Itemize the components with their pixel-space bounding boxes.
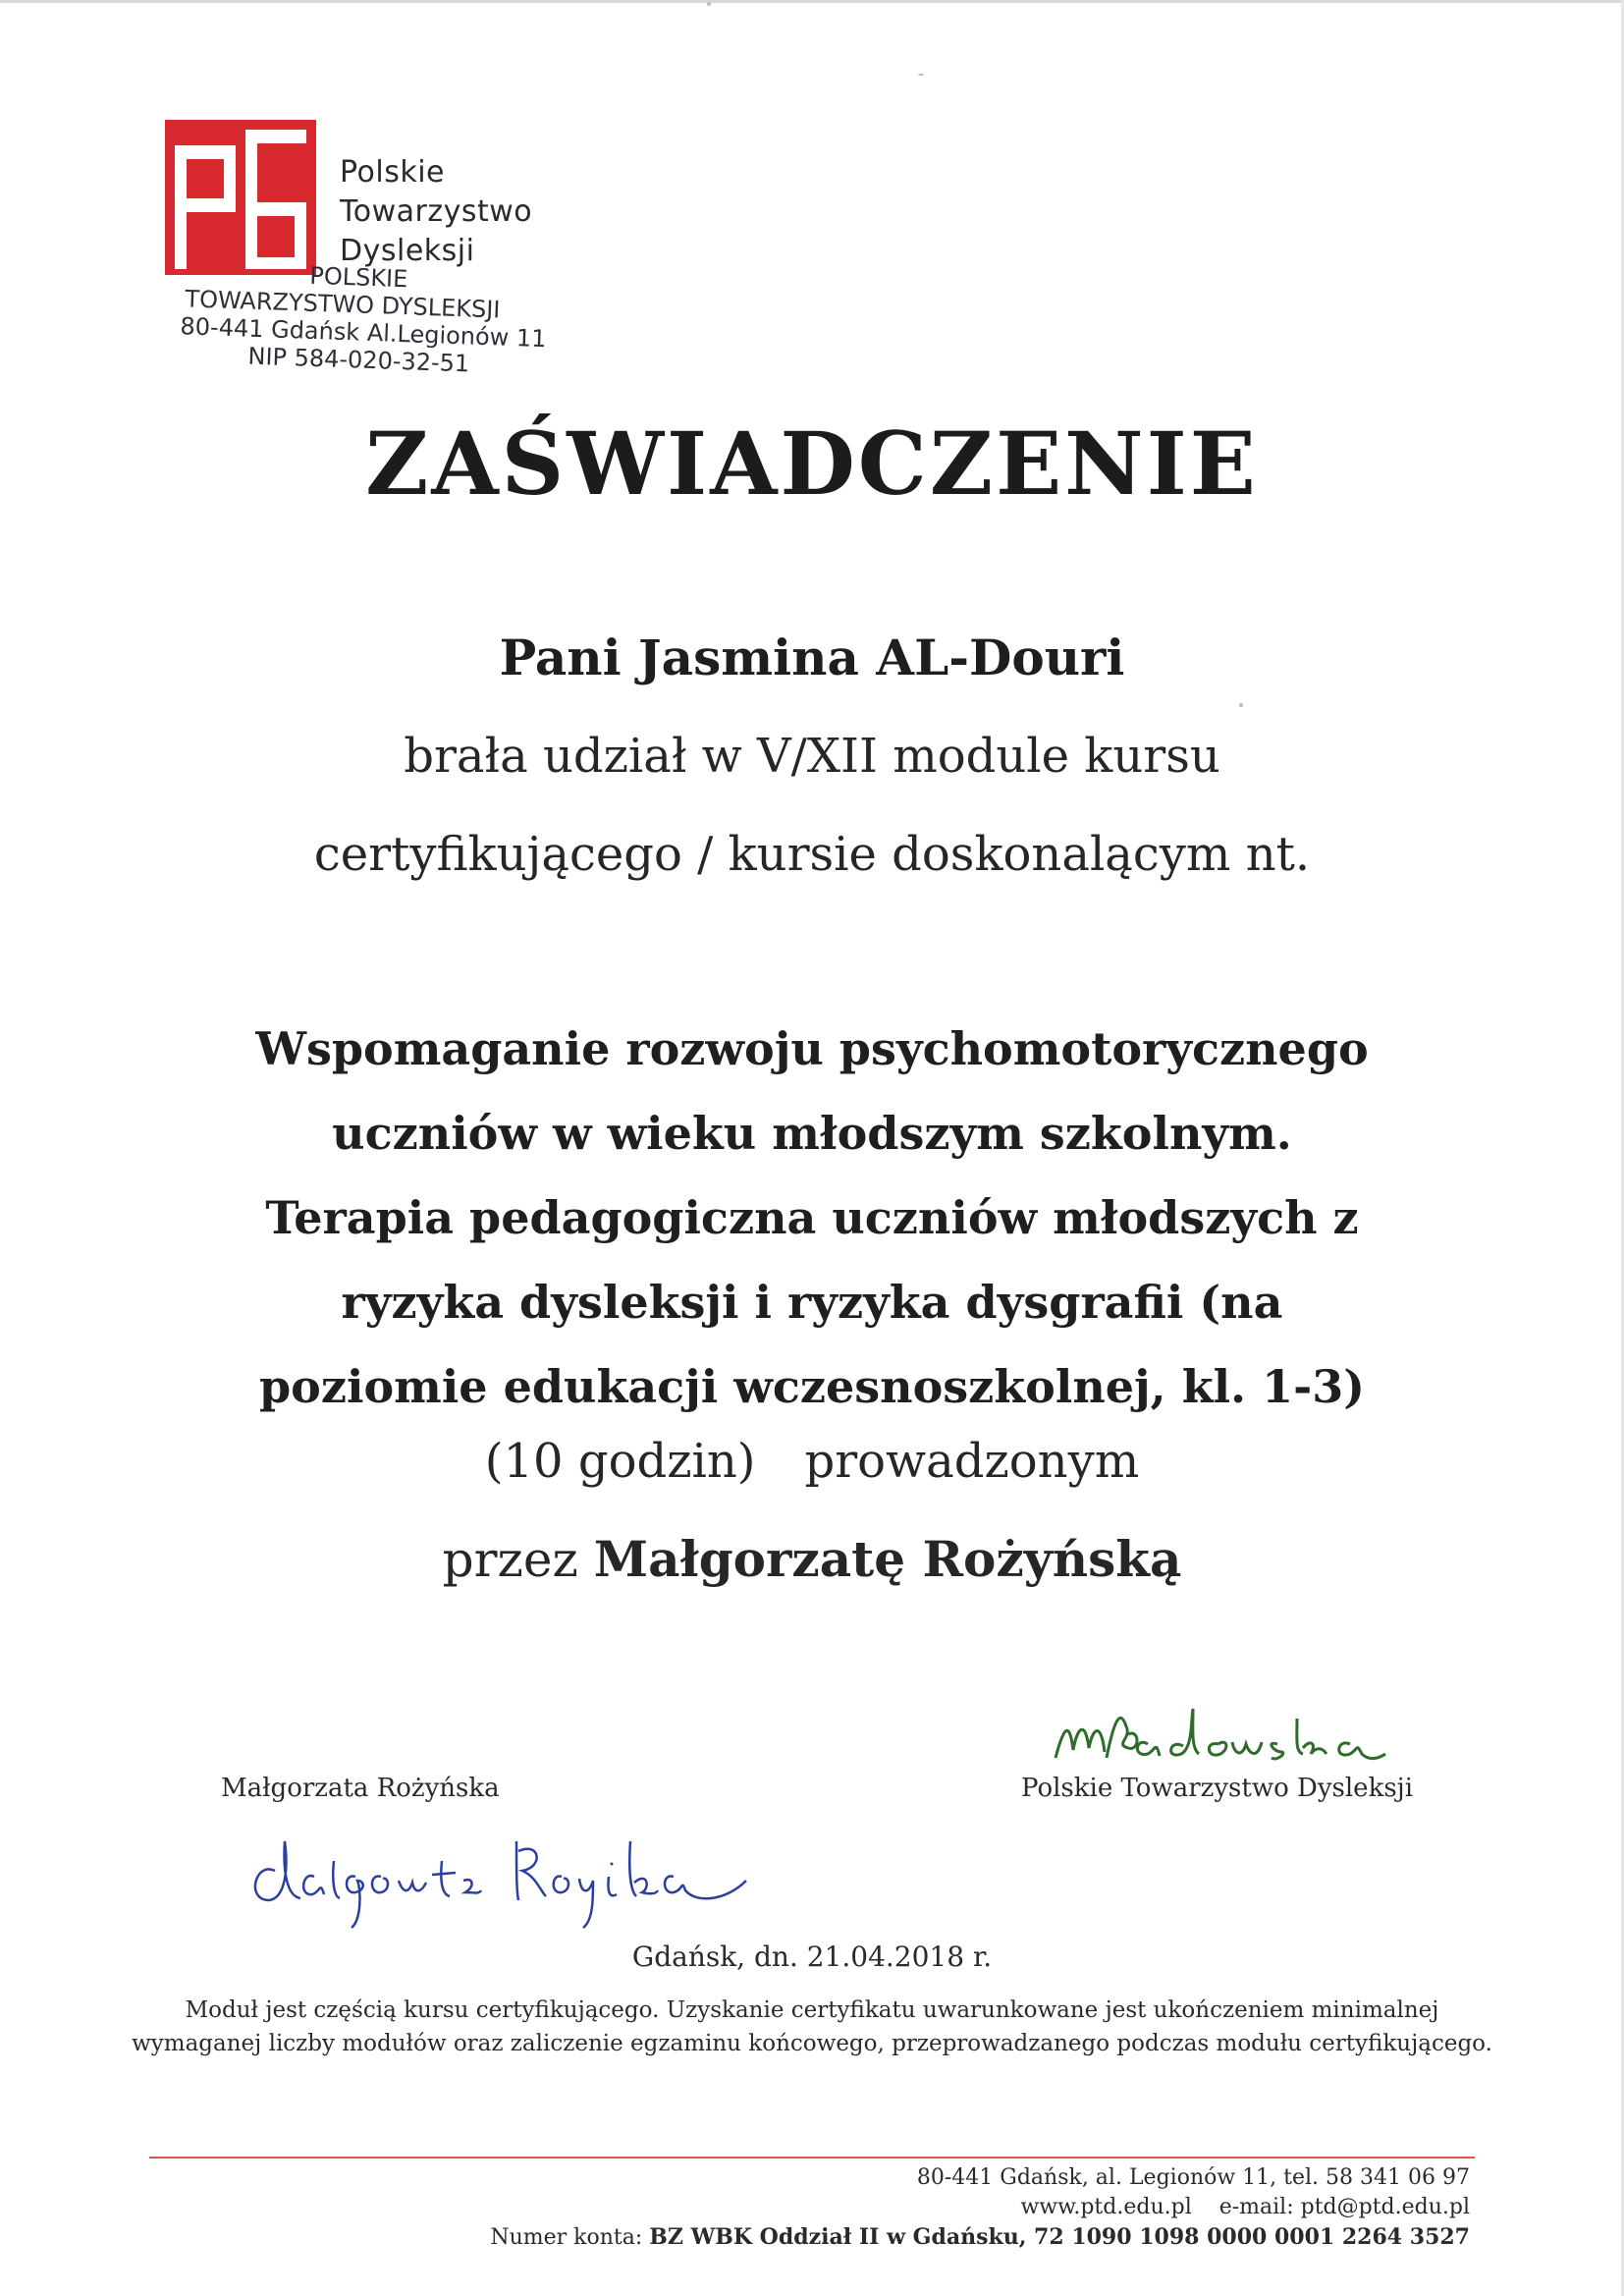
conducted-word: prowadzonym (804, 1434, 1140, 1489)
signature-stroke (432, 1861, 456, 1896)
logo-org-name (340, 153, 532, 271)
signature-stroke (255, 1841, 300, 1900)
by-prefix: przez (442, 1531, 578, 1588)
participation-line-2: certyfikującego / kursie doskonalącym nt. (313, 827, 1311, 882)
certificate-title: ZAŚWIADCZENIE (365, 412, 1259, 515)
stamp-line: TOWARZYSTWO DYSLEKSJI (185, 285, 501, 324)
signature-stroke (608, 1863, 617, 1895)
stamp-line: 80-441 Gdańsk Al.Legionów 11 (180, 312, 547, 354)
signature-stroke (1171, 1709, 1199, 1755)
stamp-line: POLSKIE (308, 261, 408, 294)
logo-d-cut (257, 143, 306, 202)
scan-speck (1239, 703, 1243, 707)
footer-address: 80-441 Gdańsk, al. Legionów 11, tel. 58 341 06 97 (916, 2165, 1470, 2190)
course-title-line: poziomie edukacji wczesnoszkolnej, kl. 1-3) (259, 1360, 1365, 1413)
signature-stroke (1232, 1742, 1262, 1754)
lecturer-line (98, 1530, 1526, 1588)
signature-stroke (579, 1879, 593, 1928)
footer-account-label: Numer konta: (490, 2225, 643, 2250)
footer-contact (490, 2163, 1470, 2253)
signature-stroke (1209, 1742, 1225, 1755)
logo-p-bowl (187, 159, 224, 198)
note-line: wymaganej liczby modułów oraz zaliczenie egzaminu końcowego, przeprowadzanego podczas modułu certyfikującego. (132, 2031, 1492, 2056)
course-hours-line (98, 1434, 1526, 1489)
signature-stroke (554, 1877, 568, 1893)
certificate-note (98, 1994, 1526, 2060)
lecturer-name: Małgorzatę Rożyńską (593, 1530, 1182, 1588)
course-title-line: Terapia pedagogiczna uczniów młodszych z (265, 1191, 1359, 1244)
course-title-line: ryzyka dysleksji i ryzyka dysgrafii (na (341, 1276, 1283, 1329)
logo-line: Towarzystwo (340, 194, 533, 229)
organization-stamp (173, 257, 569, 381)
signature-stroke (1297, 1719, 1326, 1754)
footer-divider (149, 2157, 1475, 2159)
place-and-date: Gdańsk, dn. 21.04.2018 r. (631, 1941, 993, 1973)
signature-stroke (333, 1861, 340, 1898)
signature-stroke (399, 1881, 426, 1890)
signature-stroke (1272, 1743, 1283, 1759)
course-title-line: Wspomaganie rozwoju psychomotorycznego (255, 1022, 1369, 1075)
signature-stroke (1107, 1718, 1137, 1758)
stamp-line: NIP 584-020-32-51 (247, 342, 470, 378)
organization-logo (165, 120, 316, 275)
footer-web-email: www.ptd.edu.pl e-mail: ptd@ptd.edu.pl (1020, 2195, 1470, 2219)
course-title (98, 1007, 1526, 1429)
signature-stroke (1056, 1729, 1105, 1758)
scan-speck (918, 74, 924, 76)
signature-stroke (1137, 1742, 1160, 1756)
course-hours: (10 godzin) (484, 1434, 756, 1489)
logo-line: Polskie (340, 155, 446, 190)
logo-d-bowl (257, 216, 295, 257)
signature-stroke (303, 1876, 324, 1894)
signature-stroke (516, 1841, 546, 1900)
left-signature-image (245, 1812, 756, 1940)
right-signature-label: Polskie Towarzystwo Dysleksji (1021, 1774, 1414, 1803)
left-signature-label: Małgorzata Rożyńska (221, 1774, 500, 1803)
scan-speck (707, 2, 711, 6)
course-title-line: uczniów w wieku młodszym szkolnym. (332, 1107, 1292, 1160)
scan-edge-top (0, 0, 1624, 3)
recipient-name: Pani Jasmina AL-Douri (499, 629, 1125, 686)
signature-stroke (463, 1880, 481, 1892)
signature-stroke (665, 1877, 746, 1899)
signature-stroke (1339, 1743, 1385, 1759)
signature-stroke (629, 1841, 658, 1896)
note-line: Moduł jest częścią kursu certyfikującego. Uzyskanie certyfikatu uwarunkowane jest ukończeniem minimalnej (185, 1997, 1439, 2023)
signature-stroke (347, 1877, 363, 1928)
signature-stroke (372, 1877, 388, 1893)
participation-line-1: brała udział w V/XII module kursu (404, 729, 1220, 784)
footer-account (490, 2222, 1470, 2253)
footer-account-value: BZ WBK Oddział II w Gdańsku, 72 1090 1098 0000 0001 2264 3527 (649, 2224, 1470, 2250)
logo-line: Dysleksji (340, 234, 475, 268)
